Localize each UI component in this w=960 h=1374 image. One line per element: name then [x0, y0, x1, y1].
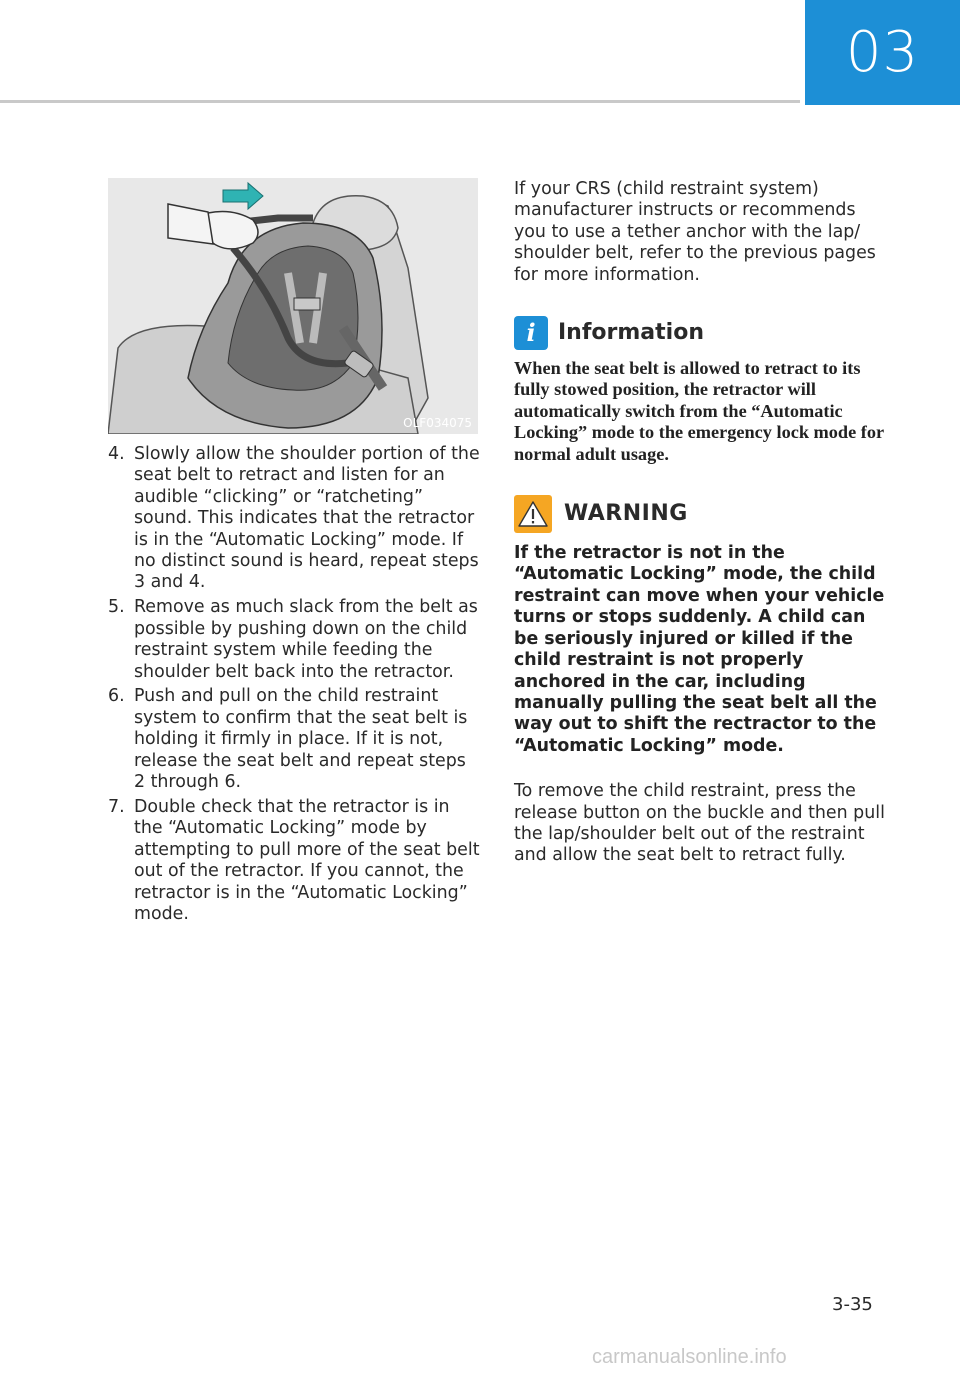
- watermark: carmanualsonline.info: [592, 1346, 787, 1368]
- warning-title: WARNING: [564, 501, 688, 527]
- page-number: 3-35: [832, 1294, 873, 1315]
- arrow-right-icon: [223, 183, 263, 209]
- list-item: [108, 686, 480, 793]
- step-text: Remove as much slack from the belt as possible by pushing down on the child restraint system while feeding the shoulder belt back into the retractor.: [134, 597, 478, 682]
- list-item: [108, 797, 480, 925]
- right-column: [514, 179, 890, 867]
- information-body: When the seat belt is allowed to retract to its fully stowed position, the retractor will automatically switch from the “Automatic Locking” mode to the emergency lock mode for normal adult usage.: [514, 358, 884, 464]
- step-text: Push and pull on the child restraint system to confirm that the seat belt is holding it firmly in place. If it is not, release the seat belt and repeat steps 2 through 6.: [134, 686, 468, 793]
- list-item: [108, 444, 480, 594]
- step-number: 4.: [108, 444, 125, 464]
- warning-triangle-icon: [514, 495, 552, 533]
- illustration-svg: [108, 178, 478, 434]
- closing-paragraph: To remove the child restraint, press the release button on the buckle and then pull the lap/shoulder belt out of the restraint and allow the seat belt to retract fully.: [514, 781, 885, 866]
- intro-paragraph: If your CRS (child restraint system) manufacturer instructs or recommends you to use a tether anchor with the lap/ shoulder belt, refer to the previous pages for more information.: [514, 179, 876, 285]
- warning-body: If the retractor is not in the “Automatic Locking” mode, the child restraint can move when your vehicle turns or stops suddenly. A child can be seriously injured or killed if the child restraint is not properly anchored in the car, including manually pulling the seat belt all the way out to shift the rectractor to the “Automatic Locking” mode.: [514, 543, 885, 756]
- step-text: Double check that the retractor is in the “Automatic Locking” mode by attempting to pull more of the seat belt out of the retractor. If you cannot, the retractor is in the “Automatic Locking” mode.: [134, 797, 480, 925]
- step-number: 5.: [108, 597, 125, 618]
- list-item: [108, 597, 480, 683]
- step-number: 6.: [108, 686, 125, 707]
- warning-heading: [514, 495, 890, 533]
- info-icon: i: [514, 316, 548, 350]
- step-number: 7.: [108, 797, 125, 817]
- information-heading: [514, 316, 890, 350]
- steps-list: [108, 444, 480, 925]
- steps-column: [108, 444, 480, 929]
- step-text: Slowly allow the shoulder portion of the seat belt to retract and listen for an audible “clicking” or “ratcheting” sound. This indicates that the retractor is in the “Automatic Locking” mode. If no distinct sound is heard, repeat steps 3 and 4.: [134, 444, 480, 593]
- child-seat-illustration: [108, 178, 478, 434]
- header-rule: [0, 100, 800, 103]
- information-title: Information: [558, 320, 704, 346]
- figure-code: OLF034075: [403, 416, 472, 430]
- chapter-tab: 03: [805, 0, 960, 105]
